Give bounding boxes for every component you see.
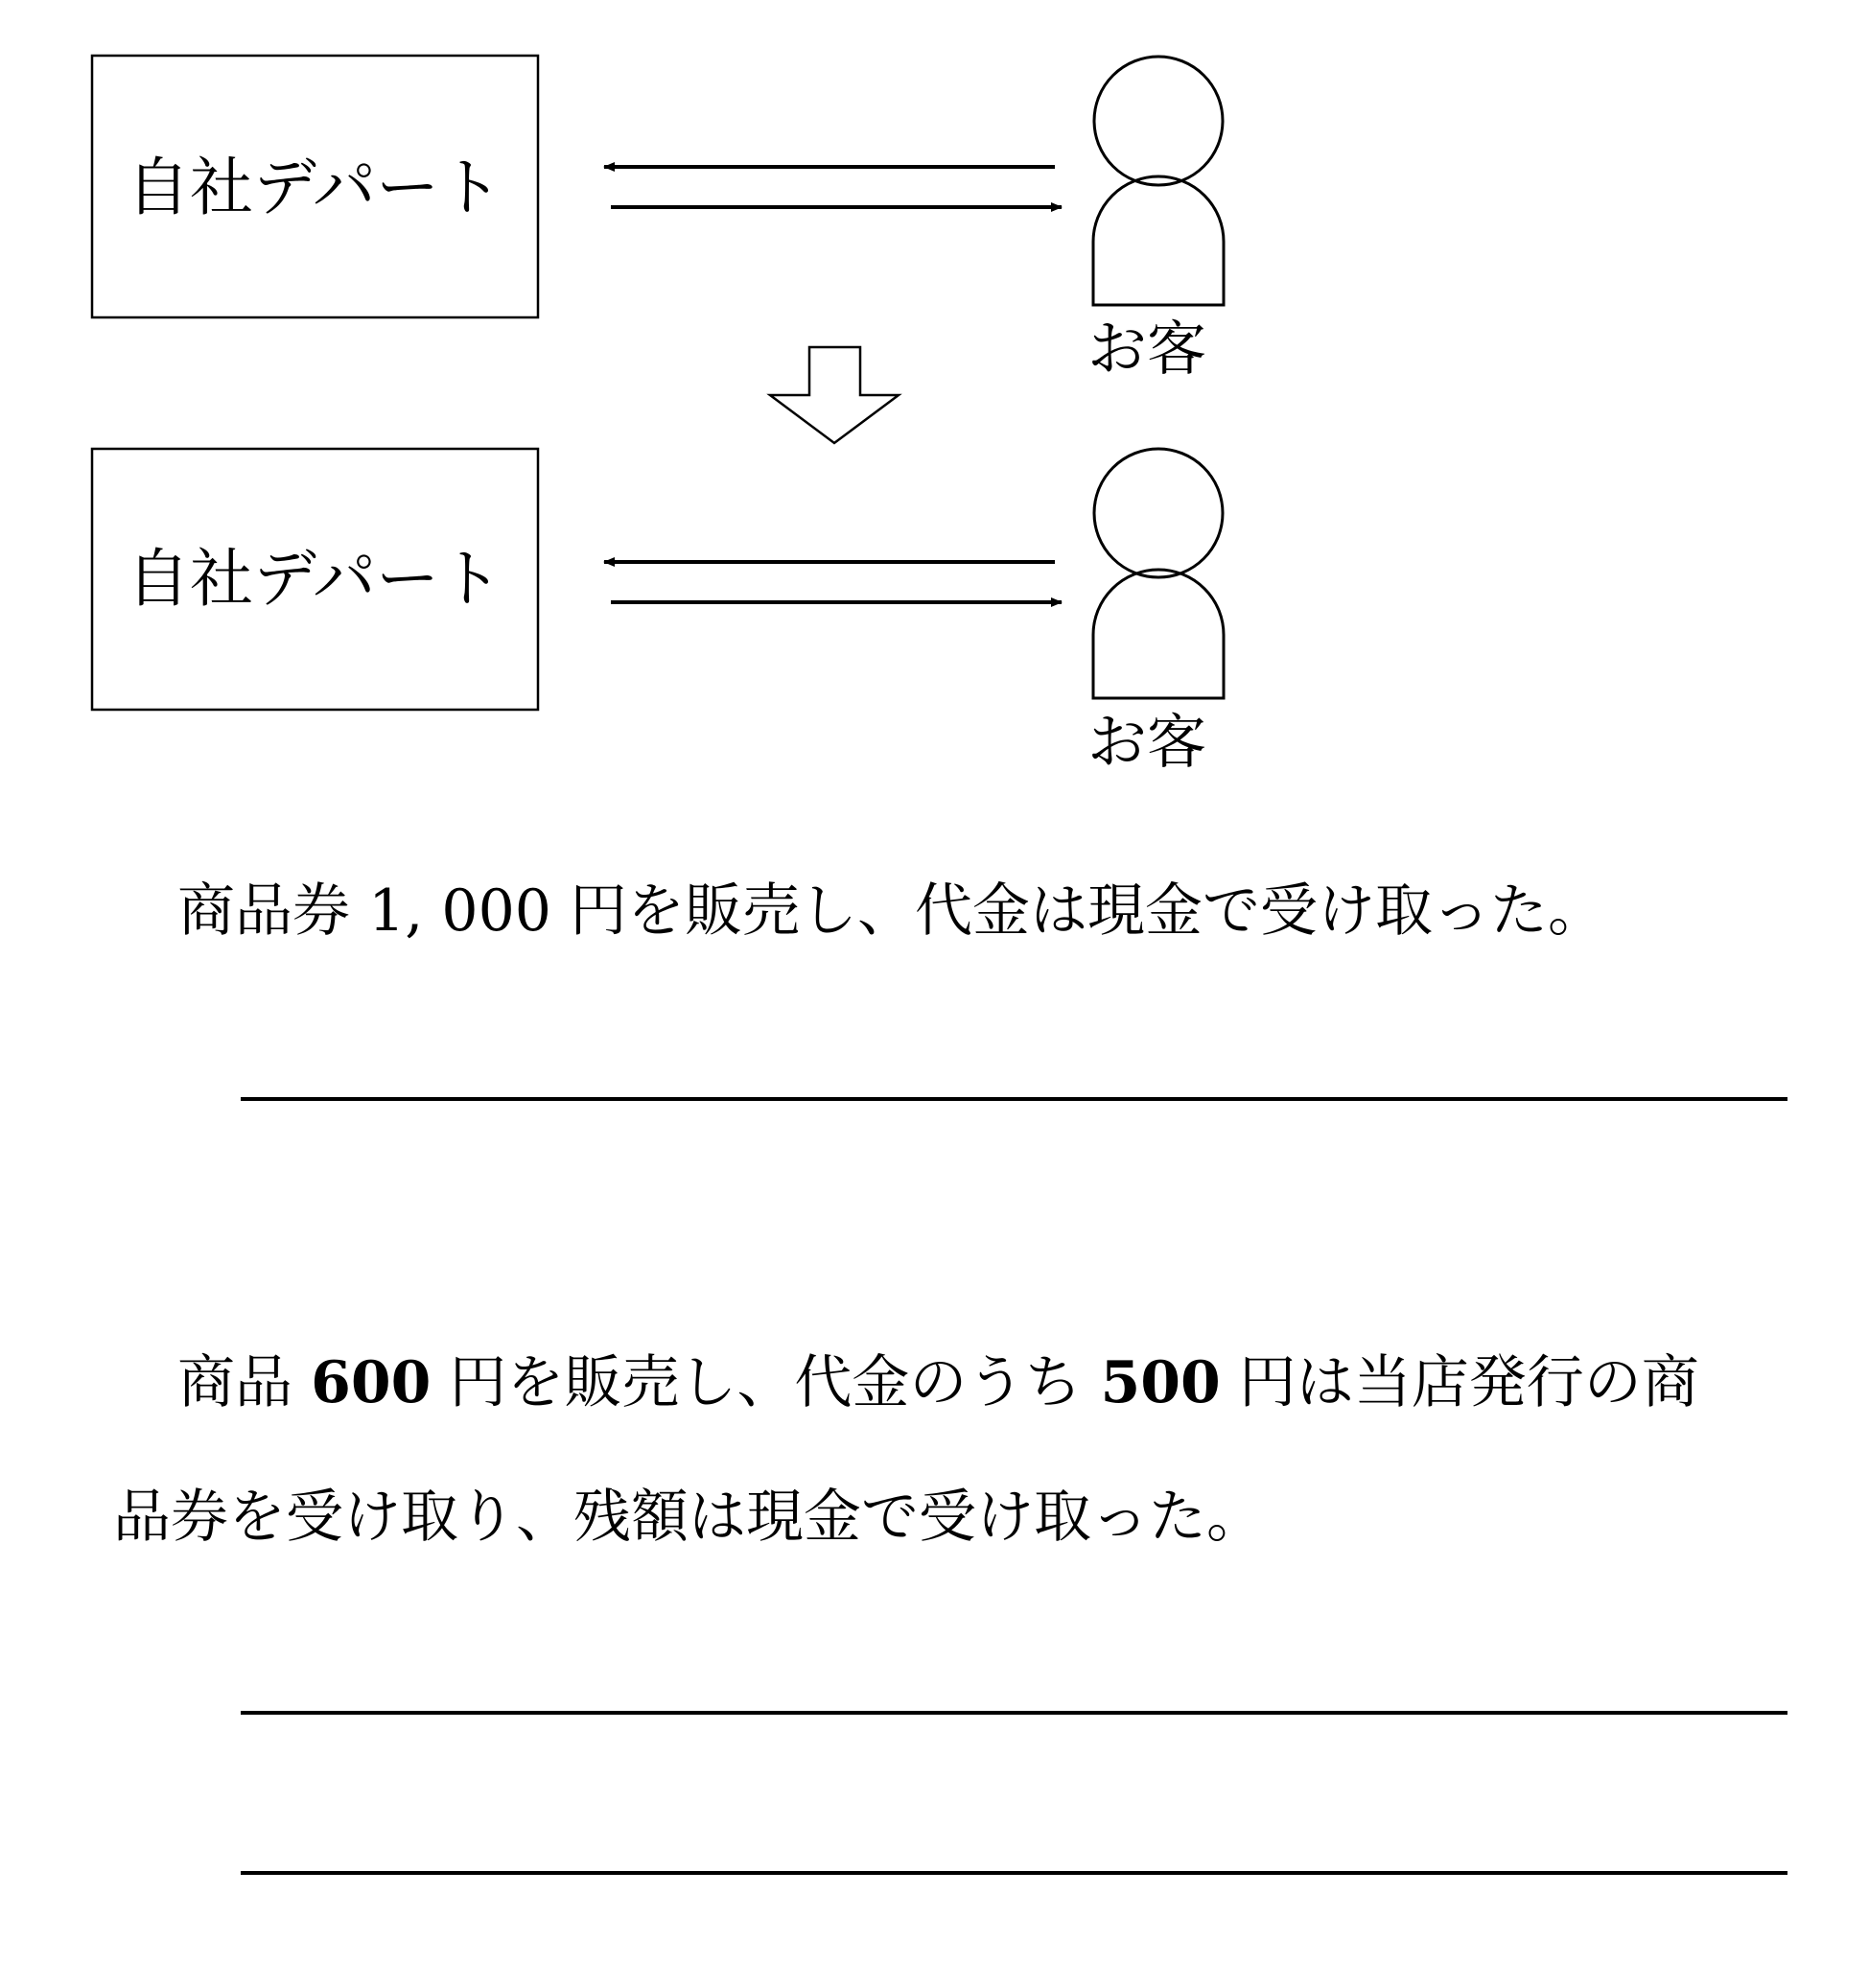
customer-person-icon	[1093, 57, 1224, 305]
department-store-label: 自社デパート	[126, 542, 503, 616]
customer-label: お客	[1086, 314, 1207, 384]
q2-text-segment: 円を販売し、代金のうち	[431, 1349, 1101, 1416]
question-2-text-line2: 品券を受け取り、残額は現金で受け取った。	[113, 1484, 1264, 1551]
top-exchange	[92, 56, 1224, 384]
down-arrow-icon	[770, 347, 899, 443]
question-2-text-line1	[177, 1316, 1699, 1450]
q2-amount-gift-certificate: 500	[1100, 1349, 1221, 1416]
q2-amount-sale: 600	[311, 1349, 432, 1416]
bottom-exchange	[92, 449, 1224, 777]
q2-text-segment: 商品	[177, 1349, 312, 1416]
q2-text-segment: 円は当店発行の商	[1220, 1349, 1699, 1416]
customer-label: お客	[1086, 707, 1207, 777]
question-1-text: 商品券 1, 000 円を販売し、代金は現金で受け取った。	[177, 877, 1605, 945]
customer-person-icon	[1093, 449, 1224, 698]
department-store-label: 自社デパート	[126, 151, 503, 224]
